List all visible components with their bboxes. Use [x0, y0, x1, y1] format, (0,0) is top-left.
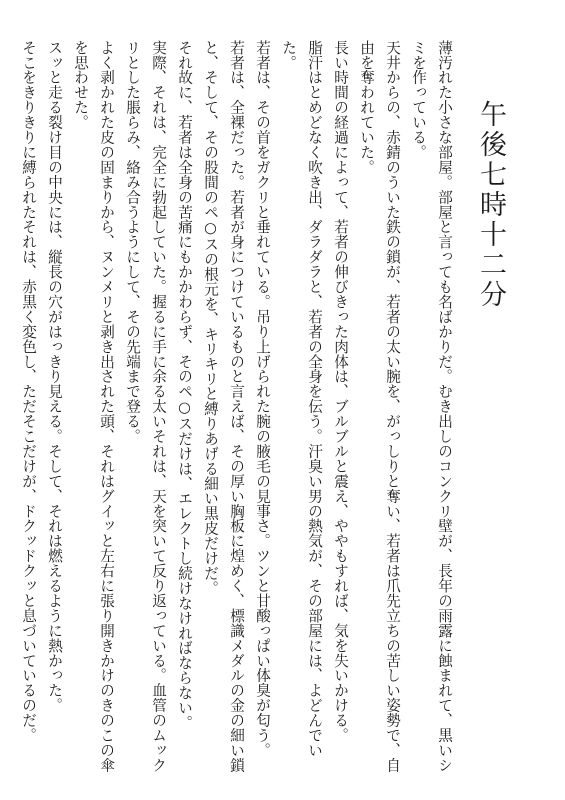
paragraph: 脂汗はとめどなく吹き出、ダラダラと、若者の全身を伝う。汗臭い男の熱気が、その部屋には、よどんでいた。	[280, 40, 323, 758]
paragraph: スッと走る裂け目の中央には、縦長の穴がはっきり見える。そして、それは燃えるように熱かった。	[46, 40, 63, 713]
paragraph: そこをきりきりに縛られたそれは、赤黒く変色し、ただそこだけが、ドクッドクッと息づいているのだ。	[20, 40, 37, 743]
paragraph: 天井からの、赤錆のういた鉄の鎖が、若者の太い腕を、がっしりと奪い、若者は爪先立ちの苦しい姿勢で、自由を奪われていた。	[358, 40, 401, 773]
paragraph: 若者は、全裸だった。若者が身につけているものと言えば、その厚い胸板に煌めく、標識メダルの金の細い鎖と、そして、その股間のペ○スの根元を、キリキリと縛りあげる細い黒皮だけだ。	[202, 40, 245, 773]
paragraph: 長い時間の経過によって、若者の伸びきった肉体は、ブルブルと震え、ややもすれば、気を失いかける。	[332, 40, 349, 743]
chapter-title: 午後七時十二分	[475, 100, 506, 310]
paragraph: 実際、それは、完全に勃起していた。握るに手に余る太いそれは、天を突いて反り返っている。血管のムックリとした脹らみ、絡み合うようにして、その先端まで登る。	[124, 40, 167, 773]
body-text	[15, 40, 457, 782]
paragraph: それ故に、若者は全身の苦痛にもかかわらず、そのペ○スだけは、エレクトし続けなければならない。	[176, 40, 193, 731]
paragraph: よく剥かれた皮の固まりから、ヌンメリと剥き出された頭、それはグイッと左右に張り開きかけのきのこの傘を思わせた。	[72, 40, 115, 773]
paragraph: 若者は、その首をガクリと垂れている。吊り上げられた腕の腋毛の見事さ。ツンと甘酸っぱい体臭が匂う。	[254, 40, 271, 758]
paragraph: 薄汚れた小さな部屋。部屋と言っても名ばかりだ。むき出しのコンクリ壁が、長年の雨露に蝕まれて、黒いシミを作っている。	[410, 40, 453, 773]
